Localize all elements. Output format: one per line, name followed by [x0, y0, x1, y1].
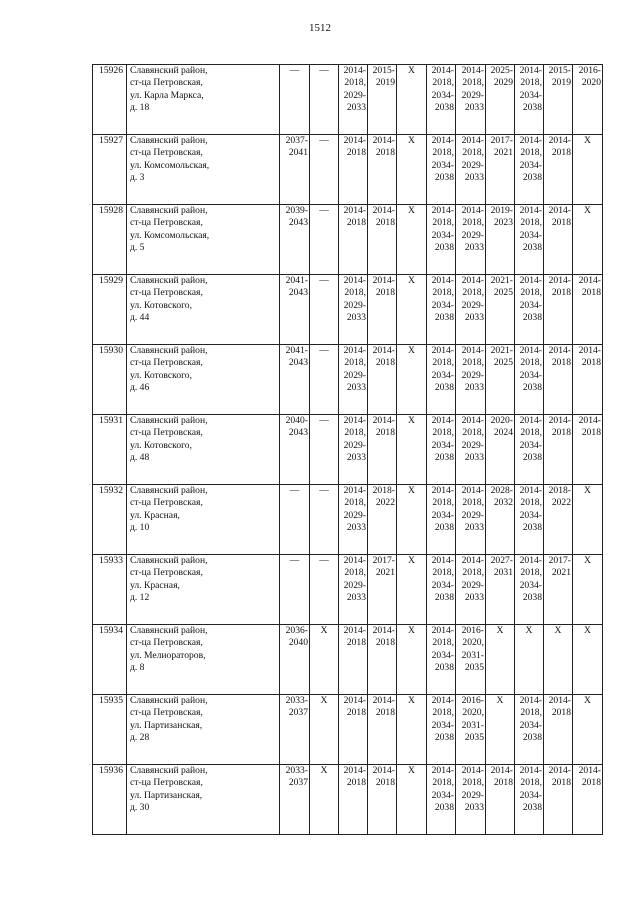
row-number: 15933: [93, 555, 127, 625]
address-cell: [127, 765, 280, 835]
period-cell: X: [397, 555, 427, 625]
period-cell: —: [310, 345, 339, 415]
address-line: ул. Мелиораторов,: [130, 649, 206, 661]
address-line: ст-ца Петровская,: [130, 567, 203, 579]
address-line: ст-ца Петровская,: [130, 497, 203, 509]
period-cell: 2014- 2018, 2034- 2038: [515, 135, 544, 205]
period-cell: 2014- 2018, 2034- 2038: [515, 205, 544, 275]
table-row: [93, 135, 603, 205]
row-number: 15930: [93, 345, 127, 415]
period-cell: X: [310, 625, 339, 695]
period-cell: X: [573, 625, 603, 695]
period-cell: 2014- 2018, 2034- 2038: [515, 765, 544, 835]
address-cell: [127, 65, 280, 135]
period-cell: 2014- 2018, 2034- 2038: [427, 695, 456, 765]
period-cell: 2014- 2018: [368, 695, 397, 765]
address-line: д. 12: [130, 592, 150, 604]
period-cell: 2017- 2021: [368, 555, 397, 625]
period-cell: 2027- 2031: [486, 555, 515, 625]
address-line: ст-ца Петровская,: [130, 147, 203, 159]
period-cell: 2014- 2018, 2034- 2038: [427, 345, 456, 415]
address-cell: [127, 275, 280, 345]
period-cell: 2014- 2018: [368, 275, 397, 345]
period-cell: X: [486, 695, 515, 765]
period-cell: X: [397, 135, 427, 205]
table-row: [93, 65, 603, 135]
period-cell: 2041- 2043: [280, 275, 310, 345]
period-cell: 2014- 2018, 2029- 2033: [339, 485, 368, 555]
period-cell: —: [280, 485, 310, 555]
period-cell: 2014- 2018, 2034- 2038: [427, 135, 456, 205]
table-row: [93, 555, 603, 625]
period-cell: 2014- 2018: [544, 205, 573, 275]
period-cell: X: [397, 275, 427, 345]
period-cell: 2014- 2018: [339, 135, 368, 205]
period-cell: —: [310, 205, 339, 275]
period-cell: 2014- 2018, 2029- 2033: [456, 275, 486, 345]
address-line: ст-ца Петровская,: [130, 217, 203, 229]
period-cell: 2014- 2018, 2034- 2038: [515, 415, 544, 485]
address-line: д. 5: [130, 242, 145, 254]
period-cell: 2014- 2018: [368, 415, 397, 485]
period-cell: 2014- 2018, 2029- 2033: [456, 765, 486, 835]
address-cell: [127, 205, 280, 275]
period-cell: 2014- 2018, 2029- 2033: [456, 485, 486, 555]
row-number: 15926: [93, 65, 127, 135]
period-cell: 2014- 2018, 2029- 2033: [339, 415, 368, 485]
period-cell: 2014- 2018: [544, 345, 573, 415]
period-cell: X: [397, 65, 427, 135]
period-cell: 2014- 2018, 2034- 2038: [515, 695, 544, 765]
address-line: ул. Партизанская,: [130, 789, 203, 801]
period-cell: 2014- 2018: [368, 205, 397, 275]
period-cell: 2014- 2018, 2029- 2033: [456, 415, 486, 485]
period-cell: 2015- 2019: [368, 65, 397, 135]
period-cell: 2039- 2043: [280, 205, 310, 275]
row-number: 15934: [93, 625, 127, 695]
period-cell: X: [573, 135, 603, 205]
table-row: [93, 345, 603, 415]
period-cell: X: [544, 625, 573, 695]
period-cell: 2014- 2018: [573, 275, 603, 345]
period-cell: 2021- 2025: [486, 275, 515, 345]
period-cell: 2014- 2018: [544, 765, 573, 835]
period-cell: 2014- 2018: [368, 345, 397, 415]
address-cell: [127, 555, 280, 625]
address-line: Славянский район,: [130, 485, 208, 496]
address-line: д. 44: [130, 312, 150, 324]
period-cell: 2014- 2018: [573, 765, 603, 835]
address-line: ул. Котовского,: [130, 369, 193, 381]
period-cell: 2014- 2018, 2034- 2038: [427, 65, 456, 135]
row-number: 15935: [93, 695, 127, 765]
address-line: Славянский район,: [130, 65, 208, 76]
period-cell: 2014- 2018: [339, 765, 368, 835]
period-cell: —: [310, 135, 339, 205]
period-cell: X: [397, 205, 427, 275]
period-cell: 2015- 2019: [544, 65, 573, 135]
period-cell: 2014- 2018, 2029- 2033: [456, 135, 486, 205]
period-cell: X: [573, 485, 603, 555]
table-row: [93, 485, 603, 555]
address-line: ул. Комсомольская,: [130, 229, 210, 241]
table-row: [93, 275, 603, 345]
period-cell: 2014- 2018: [544, 135, 573, 205]
period-cell: 2014- 2018, 2034- 2038: [515, 485, 544, 555]
period-cell: 2014- 2018, 2034- 2038: [427, 485, 456, 555]
table-body: [93, 65, 603, 835]
table-row: [93, 695, 603, 765]
address-line: д. 46: [130, 382, 150, 394]
period-cell: X: [515, 625, 544, 695]
period-cell: 2019- 2023: [486, 205, 515, 275]
address-line: ст-ца Петровская,: [130, 357, 203, 369]
period-cell: X: [397, 415, 427, 485]
period-cell: —: [280, 65, 310, 135]
period-cell: 2041- 2043: [280, 345, 310, 415]
period-cell: 2017- 2021: [486, 135, 515, 205]
period-cell: 2018- 2022: [368, 485, 397, 555]
address-line: ст-ца Петровская,: [130, 77, 203, 89]
row-number: 15932: [93, 485, 127, 555]
address-line: ст-ца Петровская,: [130, 427, 203, 439]
address-line: ул. Красная,: [130, 509, 180, 521]
address-line: Славянский район,: [130, 765, 208, 776]
address-cell: [127, 625, 280, 695]
address-line: ст-ца Петровская,: [130, 287, 203, 299]
address-line: Славянский район,: [130, 135, 208, 146]
address-line: ул. Партизанская,: [130, 719, 203, 731]
period-cell: 2014- 2018, 2029- 2033: [456, 345, 486, 415]
schedule-table: [92, 64, 603, 835]
period-cell: X: [397, 345, 427, 415]
period-cell: —: [280, 555, 310, 625]
address-line: Славянский район,: [130, 555, 208, 566]
period-cell: 2014- 2018: [368, 625, 397, 695]
period-cell: X: [310, 765, 339, 835]
row-number: 15936: [93, 765, 127, 835]
period-cell: 2014- 2018: [339, 625, 368, 695]
period-cell: 2014- 2018, 2034- 2038: [515, 555, 544, 625]
address-line: д. 30: [130, 802, 150, 814]
period-cell: 2033- 2037: [280, 695, 310, 765]
period-cell: 2014- 2018, 2034- 2038: [427, 765, 456, 835]
period-cell: 2020- 2024: [486, 415, 515, 485]
address-line: ст-ца Петровская,: [130, 707, 203, 719]
table-row: [93, 625, 603, 695]
address-line: д. 28: [130, 732, 150, 744]
period-cell: 2014- 2018: [544, 275, 573, 345]
address-cell: [127, 345, 280, 415]
period-cell: 2014- 2018, 2029- 2033: [339, 345, 368, 415]
period-cell: 2014- 2018, 2029- 2033: [456, 205, 486, 275]
address-line: Славянский район,: [130, 345, 208, 356]
table-row: [93, 765, 603, 835]
period-cell: X: [310, 695, 339, 765]
period-cell: 2014- 2018, 2034- 2038: [515, 65, 544, 135]
period-cell: 2033- 2037: [280, 765, 310, 835]
period-cell: 2016- 2020, 2031- 2035: [456, 695, 486, 765]
period-cell: 2014- 2018: [544, 695, 573, 765]
period-cell: X: [397, 625, 427, 695]
address-line: ул. Красная,: [130, 579, 180, 591]
period-cell: 2014- 2018, 2034- 2038: [515, 275, 544, 345]
period-cell: X: [397, 695, 427, 765]
period-cell: —: [310, 415, 339, 485]
address-line: ул. Карла Маркса,: [130, 89, 204, 101]
period-cell: 2016- 2020: [573, 65, 603, 135]
period-cell: —: [310, 485, 339, 555]
period-cell: 2014- 2018: [339, 695, 368, 765]
period-cell: —: [310, 555, 339, 625]
address-line: ул. Котовского,: [130, 299, 193, 311]
page-number: 1512: [309, 22, 331, 34]
period-cell: 2017- 2021: [544, 555, 573, 625]
period-cell: 2014- 2018, 2034- 2038: [515, 345, 544, 415]
table-row: [93, 205, 603, 275]
period-cell: 2014- 2018: [368, 765, 397, 835]
period-cell: 2014- 2018, 2029- 2033: [339, 65, 368, 135]
address-line: д. 8: [130, 662, 145, 674]
address-line: Славянский район,: [130, 625, 208, 636]
row-number: 15927: [93, 135, 127, 205]
address-line: д. 3: [130, 172, 145, 184]
address-line: ул. Комсомольская,: [130, 159, 210, 171]
period-cell: —: [310, 275, 339, 345]
period-cell: 2014- 2018, 2034- 2038: [427, 205, 456, 275]
address-cell: [127, 695, 280, 765]
period-cell: 2018- 2022: [544, 485, 573, 555]
period-cell: X: [397, 765, 427, 835]
period-cell: 2014- 2018, 2034- 2038: [427, 415, 456, 485]
row-number: 15929: [93, 275, 127, 345]
period-cell: 2014- 2018, 2029- 2033: [456, 555, 486, 625]
period-cell: X: [573, 205, 603, 275]
address-cell: [127, 415, 280, 485]
period-cell: X: [486, 625, 515, 695]
period-cell: 2014- 2018: [368, 135, 397, 205]
period-cell: 2014- 2018: [544, 415, 573, 485]
period-cell: X: [397, 485, 427, 555]
address-line: Славянский район,: [130, 695, 208, 706]
row-number: 15931: [93, 415, 127, 485]
period-cell: 2014- 2018, 2029- 2033: [456, 65, 486, 135]
period-cell: —: [310, 65, 339, 135]
address-line: Славянский район,: [130, 275, 208, 286]
address-line: ул. Котовского,: [130, 439, 193, 451]
period-cell: 2014- 2018, 2034- 2038: [427, 555, 456, 625]
period-cell: X: [573, 695, 603, 765]
period-cell: 2037- 2041: [280, 135, 310, 205]
period-cell: X: [573, 555, 603, 625]
period-cell: 2036- 2040: [280, 625, 310, 695]
address-line: ст-ца Петровская,: [130, 637, 203, 649]
period-cell: 2014- 2018, 2034- 2038: [427, 625, 456, 695]
period-cell: 2016- 2020, 2031- 2035: [456, 625, 486, 695]
address-cell: [127, 485, 280, 555]
address-cell: [127, 135, 280, 205]
address-line: д. 18: [130, 102, 150, 114]
period-cell: 2014- 2018: [339, 205, 368, 275]
table-row: [93, 415, 603, 485]
period-cell: 2028- 2032: [486, 485, 515, 555]
address-line: ст-ца Петровская,: [130, 777, 203, 789]
period-cell: 2021- 2025: [486, 345, 515, 415]
period-cell: 2025- 2029: [486, 65, 515, 135]
period-cell: 2014- 2018: [573, 415, 603, 485]
period-cell: 2040- 2043: [280, 415, 310, 485]
period-cell: 2014- 2018: [486, 765, 515, 835]
address-line: д. 48: [130, 452, 150, 464]
address-line: Славянский район,: [130, 415, 208, 426]
address-line: Славянский район,: [130, 205, 208, 216]
period-cell: 2014- 2018, 2029- 2033: [339, 555, 368, 625]
period-cell: 2014- 2018, 2029- 2033: [339, 275, 368, 345]
period-cell: 2014- 2018: [573, 345, 603, 415]
row-number: 15928: [93, 205, 127, 275]
address-line: д. 10: [130, 522, 150, 534]
period-cell: 2014- 2018, 2034- 2038: [427, 275, 456, 345]
